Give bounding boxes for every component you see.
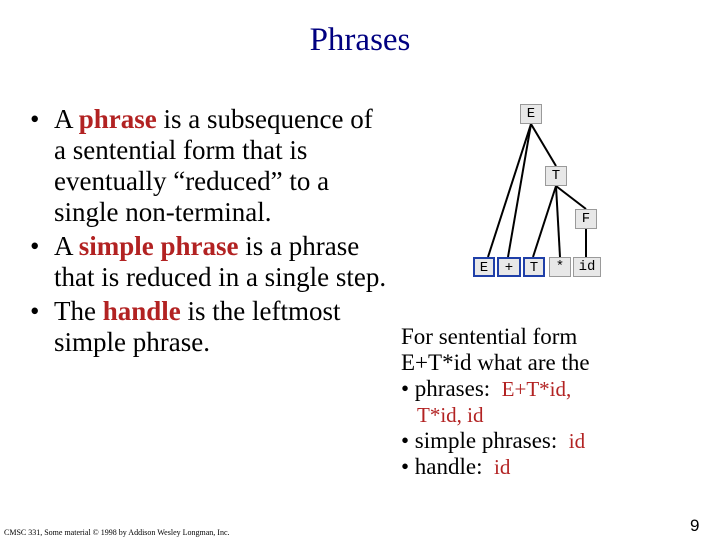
simple-line (401, 428, 719, 454)
edge-T-star (556, 186, 560, 257)
bullet-text-pre: A (54, 104, 79, 134)
edge-E-plus (508, 124, 531, 257)
leaf-star: * (549, 257, 571, 277)
edge-E-T (531, 124, 556, 166)
example-answers (401, 324, 719, 480)
term-handle: handle (102, 296, 181, 326)
tree-node-F: F (575, 209, 597, 229)
bullet-dot-icon: • (30, 231, 40, 261)
tree-node-T: T (545, 166, 567, 186)
term-phrase: phrase (78, 104, 157, 134)
simple-label: • simple phrases: (401, 428, 558, 453)
bullet-dot-icon: • (30, 104, 40, 134)
edge-T-T (533, 186, 556, 257)
intro-line-1: For sentential form (401, 324, 578, 349)
edge-T-F (556, 186, 586, 209)
phrases-answer: E+T*id, (501, 377, 572, 401)
footer-copyright: CMSC 331, Some material © 1998 by Addison Wesley Longman, Inc. (4, 528, 230, 537)
handle-label: • handle: (401, 454, 483, 479)
slide-title: Phrases (309, 22, 411, 58)
bullet-text-post: is a subsequence of a sentential form that is eventually “reduced” to a single non-terminal. (54, 104, 373, 227)
bullet-text-post: is a phrase that is reduced in a single step. (54, 231, 387, 292)
bullet-dot-icon: • (30, 296, 40, 326)
handle-line (401, 454, 719, 480)
leaf-id: id (573, 257, 601, 277)
simple-answer: id (568, 429, 586, 453)
tree-node-E-root: E (520, 104, 542, 124)
bullet-text-pre: The (54, 296, 103, 326)
bullet-text-pre: A (54, 231, 79, 261)
edge-E-E (488, 124, 531, 257)
intro-line-2: E+T*id what are the (401, 350, 590, 375)
leaf-plus: + (497, 257, 521, 277)
phrases-label: • phrases: (401, 376, 491, 401)
leaf-T: T (523, 257, 545, 277)
phrases-line-2 (401, 402, 719, 428)
page-number: 9 (690, 516, 700, 535)
leaf-E: E (473, 257, 495, 277)
bullet-text-post: is the leftmost simple phrase. (54, 296, 341, 357)
handle-answer: id (494, 455, 511, 479)
term-simple-phrase: simple phrase (78, 231, 239, 261)
phrases-line (401, 376, 719, 402)
phrases-answer-cont: T*id, id (417, 403, 484, 427)
